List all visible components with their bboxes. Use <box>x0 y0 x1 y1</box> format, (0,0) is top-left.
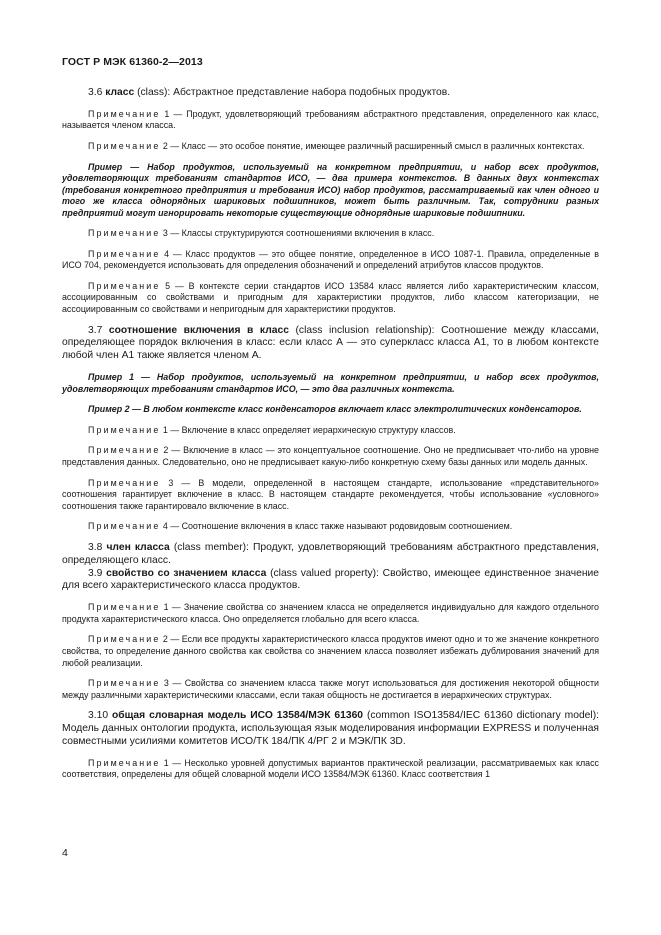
note-paragraph <box>62 109 599 132</box>
term-number: 3.8 <box>88 541 103 553</box>
term-definition: (class inclusion relationship): Соотношение между классами, определяющее порядок включения в класс: если класс А — это суперкласс класса А1, то в любом контексте любой член А1 также является членом А. <box>62 324 599 362</box>
note-text: 2 — Включение в класс — это концептуальное соотношение. Оно не предписывает что-либо на уровне представления данных. Следовательно, оно не предписывает какую-либо конкретную схему базы данных или модель данных. <box>62 445 599 468</box>
page-number: 4 <box>62 847 68 859</box>
note-text: 1 — Продукт, удовлетворяющий требованиям абстрактного представления, определенного как класс, называется членом класса. <box>62 108 599 131</box>
example-paragraph: Пример — Набор продуктов, используемый на конкретном предприятии, и набор всех продуктов, удовлетворяющих требованиям стандартов ИСО, — два примера контекстов. В данных двух контекстах (требования конкретного предприятия и требования ИСО) набор продуктов, рассматриваемый как член одного и того же класса однорядных шариковых подшипников, может быть различным. Так, сотрудники разных предприятий могут игнорировать некоторые существующие однорядные шариковые подшипники. <box>62 161 599 218</box>
term-definition: (class valued property): Свойство, имеющее единственное значение для всего характеристического класса продуктов. <box>62 567 599 592</box>
definition-paragraph <box>62 542 599 568</box>
note-paragraph <box>62 281 599 316</box>
note-text: 3 — В модели, определенной в настоящем стандарте, использование «представительного» соотношения гарантирует включение в класс. В настоящем стандарте рекомендуется, чтобы использование «условного» соотношения также гарантировало включение в класс. <box>62 477 599 511</box>
note-label: Примечание <box>88 141 161 151</box>
note-label: Примечание <box>88 445 161 456</box>
example-paragraph: Пример 1 — Набор продуктов, используемый на конкретном предприятии, и набор всех продуктов, удовлетворяющих требованиям стандартов ИСО, — это два различных контекста. <box>62 372 599 394</box>
term-name: соотношение включения в класс <box>108 324 289 336</box>
note-paragraph <box>62 678 599 701</box>
note-label: Примечание <box>88 424 161 435</box>
note-paragraph <box>62 141 599 153</box>
note-text: 3 — Классы структурируются соотношениями включения в класс. <box>160 228 435 239</box>
document-page <box>62 56 599 790</box>
note-label: Примечание <box>88 477 161 488</box>
note-paragraph <box>62 425 599 437</box>
note-label: Примечание <box>88 280 161 291</box>
note-text: 4 — Соотношение включения в класс также называют родовидовым соотношением. <box>160 521 513 532</box>
term-name: класс <box>105 87 135 98</box>
note-text: 2 — Если все продукты характеристического класса продуктов имеют одно и то же значение конкретного свойства, то определение данного свойства как свойства со значением класса позволяет избежать дублирования значений для любой реализации. <box>62 634 599 668</box>
note-paragraph <box>62 228 599 240</box>
note-text: 3 — Свойства со значением класса также могут использоваться для достижения некоторой общности между различными характеристическими классами, если такая общность не достигается в иерархических структурах. <box>62 678 599 700</box>
note-label: Примечание <box>88 521 161 532</box>
note-label: Примечание <box>88 248 161 259</box>
term-name: общая словарная модель ИСО 13584/МЭК 61360 <box>111 710 364 722</box>
term-definition: (class): Абстрактное представление набора подобных продуктов. <box>134 87 451 98</box>
definition-paragraph <box>62 87 599 100</box>
note-label: Примечание <box>88 634 161 645</box>
term-number: 3.7 <box>88 324 103 336</box>
definition-paragraph <box>62 710 599 749</box>
note-label: Примечание <box>88 228 161 239</box>
note-paragraph <box>62 634 599 669</box>
document-header: ГОСТ Р МЭК 61360-2—2013 <box>62 56 203 68</box>
document-body <box>62 87 599 781</box>
term-definition: (class member): Продукт, удовлетворяющий требованиям абстрактного представления, определяющего класс. <box>62 541 599 566</box>
definition-paragraph <box>62 325 599 364</box>
definition-paragraph <box>62 568 599 594</box>
note-paragraph <box>62 249 599 272</box>
note-paragraph <box>62 445 599 468</box>
example-paragraph: Пример 2 — В любом контексте класс конденсаторов включает класс электролитических конденсаторов. <box>88 404 582 415</box>
term-number: 3.10 <box>88 710 109 722</box>
note-paragraph <box>62 602 599 625</box>
term-name: свойство со значением класса <box>106 567 267 579</box>
term-number: 3.6 <box>88 87 103 98</box>
term-definition: (common ISO13584/IEC 61360 dictionary model): Модель данных онтологии продукта, использующая язык моделирования информации EXPRESS и полученная совместными усилиями комитетов ИСО/ТК 184/ПК 4/РГ 2 и МЭК/ПК 3D. <box>62 710 599 748</box>
note-label: Примечание <box>88 757 161 768</box>
note-paragraph <box>62 478 599 513</box>
term-name: член класса <box>106 541 170 553</box>
note-text: 1 — Значение свойства со значением класса не определяется индивидуально для каждого отдельного продукта характеристического класса. Оно определяется глобально для всего класса. <box>62 602 599 624</box>
note-paragraph <box>62 521 599 533</box>
term-number: 3.9 <box>88 567 103 579</box>
note-text: 1 — Включение в класс определяет иерархическую структуру классов. <box>160 424 456 435</box>
note-label: Примечание <box>88 108 161 119</box>
note-label: Примечание <box>88 678 161 689</box>
note-text: 1 — Несколько уровней допустимых вариантов практической реализации, рассматриваемых как класс соответствия, определены для общей словарной модели ИСО 13584/МЭК 61360. Класс соответствия 1 <box>62 757 599 780</box>
note-paragraph <box>62 758 599 781</box>
note-text: 2 — Класс — это особое понятие, имеющее различный расширенный смысл в различных контекстах. <box>160 141 585 151</box>
note-text: 4 — Класс продуктов — это общее понятие, определенное в ИСО 1087-1. Правила, определенные в ИСО 704, рекомендуется использовать для определения обозначений и определений атрибутов классов продуктов. <box>62 248 599 271</box>
note-label: Примечание <box>88 602 161 613</box>
note-text: 5 — В контексте серии стандартов ИСО 13584 класс является либо характеристическим классом, ассоциированным со свойствами и пригодным для характеристики продуктов, либо классом категоризации, не ассоциированным со свойствами и непригодным для характеристики продуктов. <box>62 280 599 315</box>
